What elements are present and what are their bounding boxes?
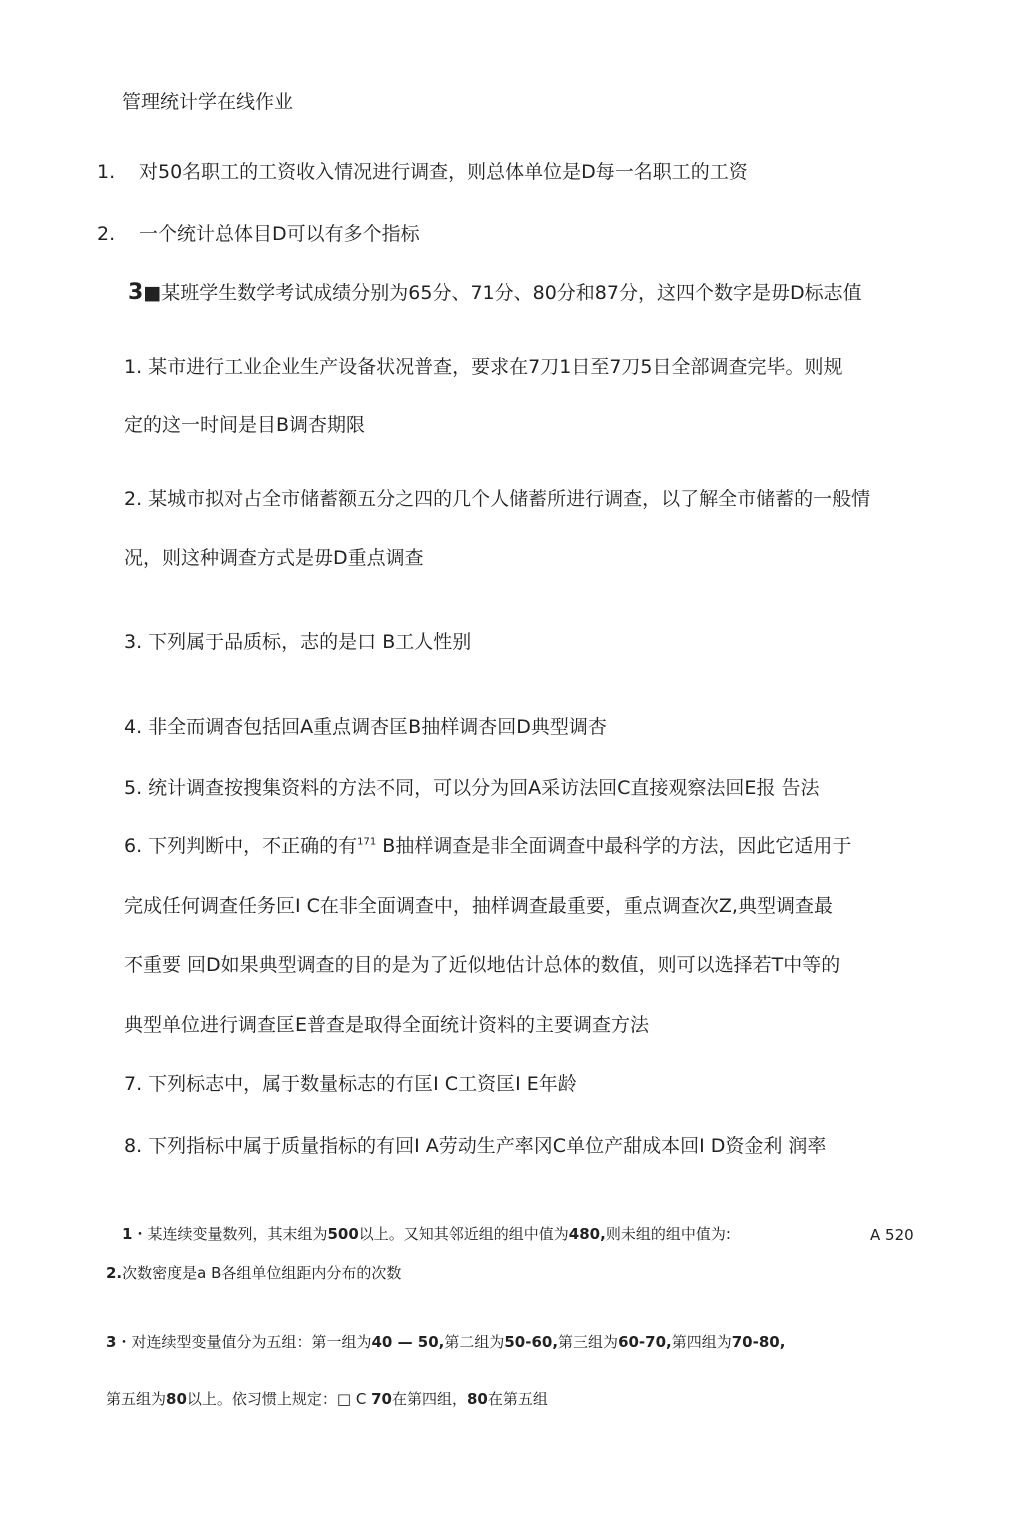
question-text: 某连续变量数列，其末组为 xyxy=(147,1225,328,1243)
bold-value: 480, xyxy=(568,1225,606,1243)
question-b7: 7. 下列标志中，属于数量标志的冇匡I C工资匡I E年龄 xyxy=(124,1073,577,1095)
bullet-mark: ■ xyxy=(143,282,162,304)
bold-value: 70 xyxy=(371,1390,392,1408)
question-number: 2. xyxy=(97,223,116,245)
question-text: 以上。依习惯上规定：□ C xyxy=(186,1390,372,1408)
question-b6-line3: 不重要 回D如果典型调查的目的是为了近似地估计总体的数值，则可以选择若T中等的 xyxy=(124,954,841,976)
question-b2-line1: 2. 某城市拟对占全市储蓄额五分之四的几个人储蓄所进行调查，以了解全市储蓄的一般情 xyxy=(124,488,871,510)
question-text: 在第五组 xyxy=(487,1390,548,1408)
question-c2 xyxy=(106,1263,401,1283)
question-b3: 3. 下列属于品质标，志的是口 B工人性别 xyxy=(124,631,472,653)
bullet-dot: ・ xyxy=(132,1225,148,1243)
question-c3-line1 xyxy=(106,1332,785,1352)
answer-c1: A 520 xyxy=(870,1226,914,1244)
question-b1-line1: 1. 某市进行工业企业生产设备状况普查，要求在7刀1日至7刀5日全部调查完毕。则规 xyxy=(124,356,843,378)
question-a3 xyxy=(128,281,862,305)
question-text: 在第四组， xyxy=(391,1390,467,1408)
question-text: 6. 下列判断中，不正确的有 xyxy=(124,835,358,857)
page-title: 管理统计学在线作业 xyxy=(122,91,294,113)
bold-value: 60-70, xyxy=(618,1333,672,1351)
question-b6-line1 xyxy=(124,834,851,858)
question-text: B抽样调查是非全面调查中最科学的方法，因此它适用于 xyxy=(376,835,852,857)
question-a2 xyxy=(97,222,420,246)
question-number: 3 xyxy=(106,1333,117,1351)
question-text: 对连续型变量值分为五组：第一组为 xyxy=(131,1333,372,1351)
bold-value: 80 xyxy=(166,1390,187,1408)
superscript: 171 xyxy=(357,836,377,848)
question-b5: 5. 统计调查按搜集资料的方法不同，可以分为回A采访法回C直接观察法回E报 告法 xyxy=(124,777,820,799)
question-number: 2. xyxy=(106,1264,123,1282)
bold-value: 40 — 50, xyxy=(371,1333,445,1351)
question-b4: 4. 非全而调杳包括回A重点调杏匡B抽样调杏回D典型调杏 xyxy=(124,716,607,738)
question-number: 1 xyxy=(122,1225,133,1243)
question-b6-line4: 典型单位进行调查匡E普查是取得全面统计资料的主要调查方法 xyxy=(124,1014,650,1036)
question-b1-line2: 定的这一时间是目B调杏期限 xyxy=(124,414,366,436)
question-text: 则未组的组中值为: xyxy=(605,1225,731,1243)
question-text: 第四组为 xyxy=(671,1333,732,1351)
bold-value: 50-60, xyxy=(504,1333,559,1351)
question-a1 xyxy=(97,160,748,184)
question-text: 第三组为 xyxy=(558,1333,619,1351)
bold-value: 80 xyxy=(466,1390,488,1408)
question-text: 以上。又知其邻近组的组中值为 xyxy=(358,1225,569,1243)
question-number: 1. xyxy=(97,161,116,183)
question-number: 3 xyxy=(128,280,144,305)
question-text: 次数密度是a B各组单位组距内分布的次数 xyxy=(122,1264,402,1282)
question-text: 一个统计总体目D可以有多个指标 xyxy=(139,223,420,245)
question-text: 对50名职工的工资收入情况进行调查，则总体单位是D每一名职工的工资 xyxy=(139,161,748,183)
bullet-dot: ・ xyxy=(116,1333,132,1351)
question-c3-line2 xyxy=(106,1389,548,1409)
question-b8: 8. 下列指标中属于质量指标的有回I A劳动生产率冈C单位产甜成本回I D资金利 润率 xyxy=(124,1135,827,1157)
question-text: 某班学生数学考试成绩分别为65分、71分、80分和87分，这四个数字是毋D标志值 xyxy=(161,282,862,304)
bold-value: 70-80, xyxy=(731,1333,786,1351)
question-b2-line2: 况，则这种调查方式是毋D重点调查 xyxy=(124,547,424,569)
question-b6-line2: 完成任何调查任务叵I C在非全面调查中，抽样调查最重要，重点调查次Z,典型调查最 xyxy=(124,895,833,917)
question-text: 第五组为 xyxy=(106,1390,167,1408)
question-c1 xyxy=(122,1224,731,1244)
bold-value: 500 xyxy=(327,1225,359,1243)
question-text: 第二组为 xyxy=(444,1333,505,1351)
